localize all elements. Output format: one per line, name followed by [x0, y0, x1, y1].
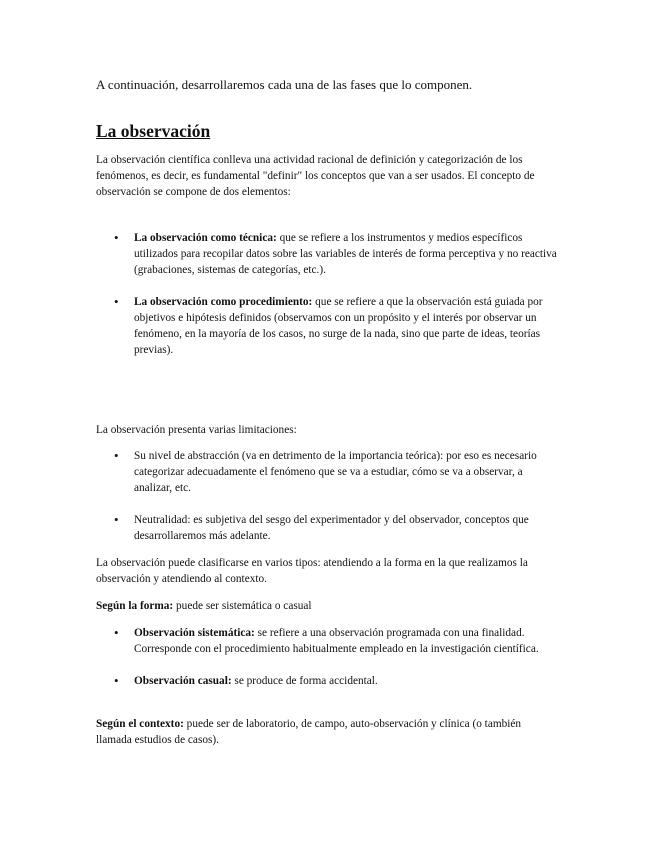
list-item-term: Observación sistemática: — [134, 627, 255, 639]
form-types-list — [134, 625, 559, 689]
list-item: • Su nivel de abstracción (va en detrimento de la importancia teórica): por eso es necesario categorizar adecuadamente el fenómeno que se va a estudiar, cómo se va a observar, a analizar, etc. — [134, 448, 559, 496]
list-item-term: La observación como técnica: — [134, 232, 277, 244]
list-item-text: se produce de forma accidental. — [231, 675, 378, 687]
list-item — [134, 230, 559, 278]
form-paragraph — [96, 598, 556, 614]
observation-elements-list — [134, 230, 559, 358]
list-item-term: Observación casual: — [134, 675, 232, 687]
list-item — [134, 625, 559, 657]
list-item-text: que se refiere a los instrumentos y medios específicos utilizados para recopilar datos sobre las variables de interés de forma perceptiva y no reactiva (grabaciones, sistemas de categorías, etc.). — [134, 232, 557, 276]
limitations-list — [134, 448, 559, 544]
observation-definition-paragraph: La observación científica conlleva una actividad racional de definición y categorización de los fenómenos, es decir, es fundamental "definir" los conceptos que van a ser usados. El concepto de observación se compone de dos elementos: — [96, 154, 535, 198]
form-text: puede ser sistemática o casual — [173, 600, 312, 612]
list-item-text: que se refiere a que la observación está guiada por objetivos e hipótesis definidos (observamos con un propósito y el interés por observar un fenómeno, en la mayoría de los casos, no surge de la nada, sino que parte de ideas, teorías previas). — [134, 296, 543, 356]
context-paragraph — [96, 716, 556, 748]
context-term: Según el contexto: — [96, 718, 184, 730]
form-term: Según la forma: — [96, 600, 174, 612]
intro-paragraph: A continuación, desarrollaremos cada una de las fases que lo componen. — [96, 77, 473, 92]
list-item — [134, 294, 559, 358]
list-item — [134, 673, 559, 689]
list-item-text: se refiere a una observación programada con una finalidad. Corresponde con el procedimiento habitualmente empleado en la investigación científica. — [134, 627, 539, 655]
limitations-paragraph: La observación presenta varias limitaciones: — [96, 424, 297, 436]
list-item-term: La observación como procedimiento: — [134, 296, 313, 308]
context-text: puede ser de laboratorio, de campo, auto-observación y clínica (o también llamada estudios de casos). — [96, 718, 522, 746]
classification-paragraph: La observación puede clasificarse en varios tipos: atendiendo a la forma en la que realizamos la observación y atendiendo al contexto. — [96, 557, 528, 585]
section-heading: La observación — [96, 121, 211, 141]
list-item: • Neutralidad: es subjetiva del sesgo del experimentador y del observador, conceptos que desarrollaremos más adelante. — [134, 512, 559, 544]
